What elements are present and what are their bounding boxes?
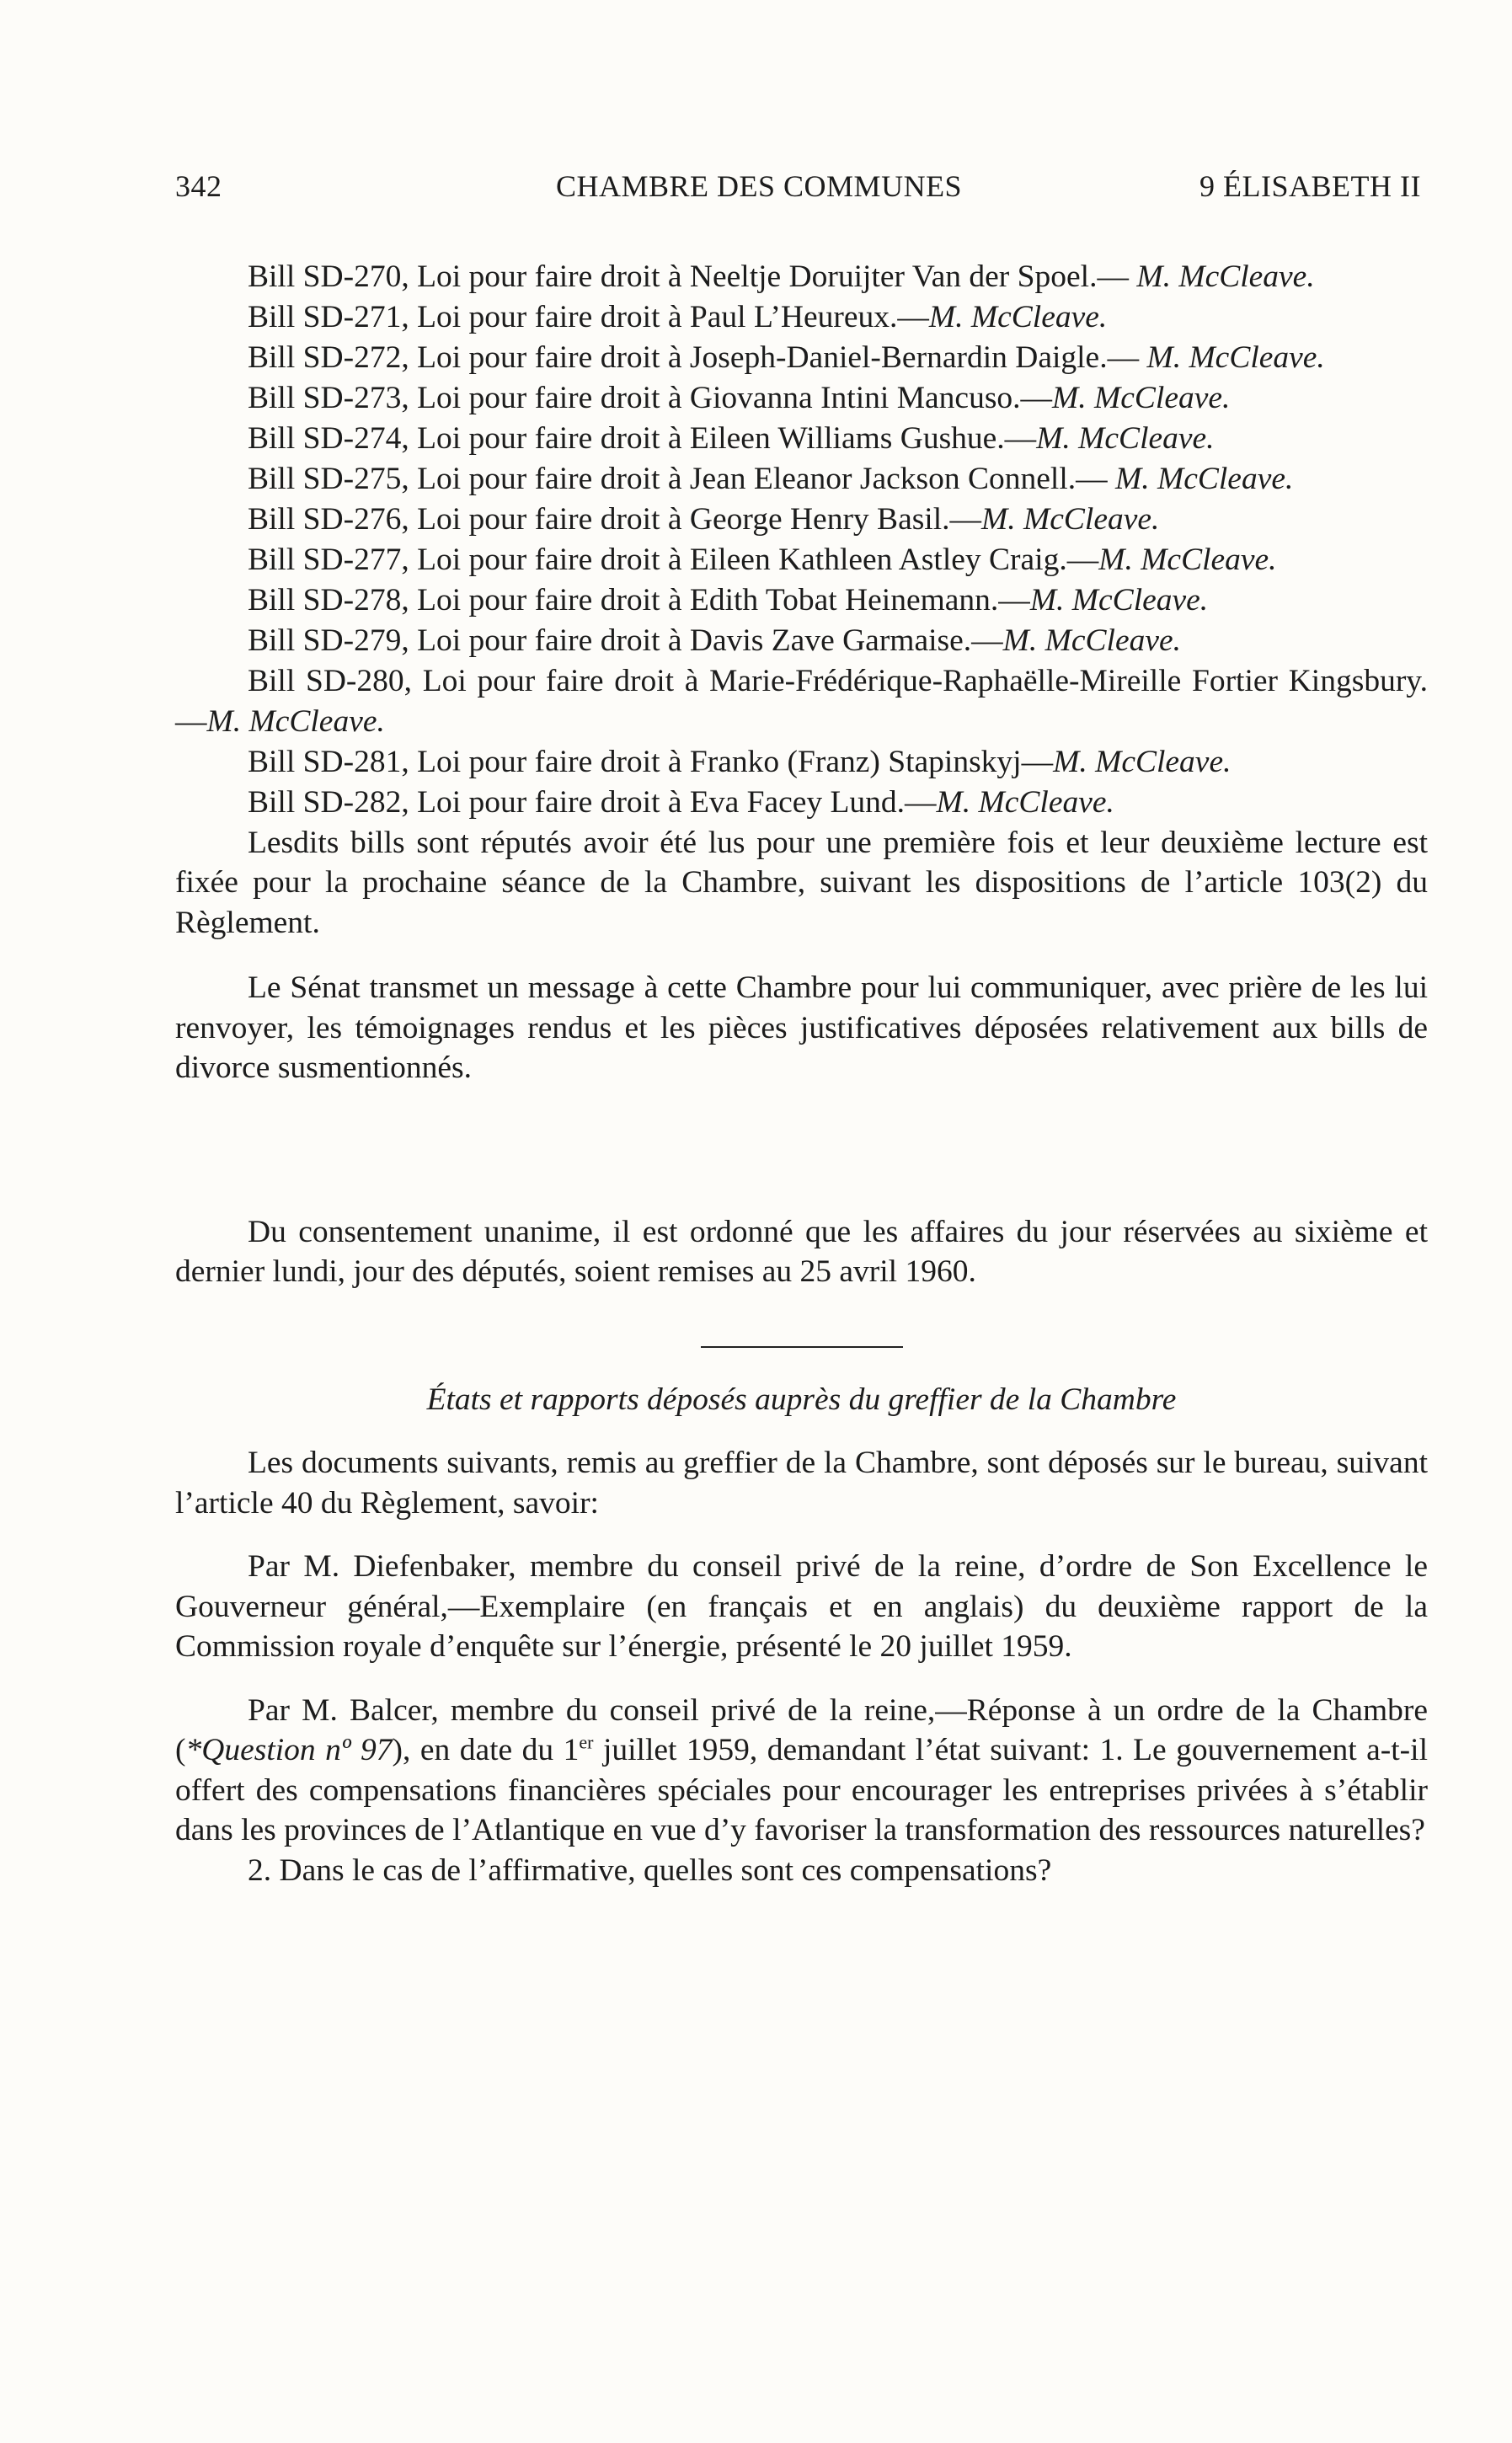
page-number: 342	[175, 169, 222, 203]
unanimous-consent-paragraph: Du consentement unanime, il est ordonné que les affaires du jour réservées au sixième et dernier lundi, jour des députés, soient remises au 25 avril 1960.	[175, 1214, 1428, 1289]
bill-entry: Bill SD-282, Loi pour faire droit à Eva Facey Lund.—M. McCleave.	[248, 784, 1114, 820]
first-reading-paragraph: Lesdits bills sont réputés avoir été lus pour une première fois et leur deuxième lecture est fixée pour la prochaine séance de la Chambre, suivant les dispositions de l’article 103(2) du Règlement.	[175, 825, 1428, 940]
bill-entry: Bill SD-280, Loi pour faire droit à Marie-Frédérique-Raphaëlle-Mireille Fortier Kingsbury.—M. McCleave.	[175, 664, 1428, 739]
page-body	[175, 257, 1428, 1890]
bill-entry: Bill SD-275, Loi pour faire droit à Jean Eleanor Jackson Connell.— M. McCleave.	[248, 462, 1294, 496]
balcer-paragraph: Par M. Balcer, membre du conseil privé de la reine,—Réponse à un ordre de la Chambre (*Question nº 97), en date du 1er juillet 1959, demandant l’état suivant: 1. Le gouvernement a-t-il offert des compensations financières spéciales pour encourager les entreprises privées à s’établir dans les provinces de l’Atlantique en vue d’y favoriser la transformation des ressources naturelles?	[175, 1692, 1428, 1847]
bill-entry: Bill SD-274, Loi pour faire droit à Eileen Williams Gushue.—M. McCleave.	[248, 421, 1215, 456]
regnal-year: 9 ÉLISABETH II	[1199, 169, 1421, 203]
bill-entry: Bill SD-271, Loi pour faire droit à Paul L’Heureux.—M. McCleave.	[248, 300, 1108, 334]
section-heading: États et rapports déposés auprès du greffier de la Chambre	[426, 1382, 1177, 1417]
bill-list	[175, 257, 1428, 822]
diefenbaker-paragraph: Par M. Diefenbaker, membre du conseil privé de la reine, d’ordre de Son Excellence le Gouverneur général,—Exemplaire (en français et en anglais) du deuxième rapport de la Commission royale d’enquête sur l’énergie, présenté le 20 juillet 1959.	[175, 1549, 1428, 1664]
senate-message-paragraph: Le Sénat transmet un message à cette Chambre pour lui communiquer, avec prière de les lui renvoyer, les témoignages rendus et les pièces justificatives déposées relativement aux bills de divorce susmentionnés.	[175, 970, 1428, 1085]
bill-entry: Bill SD-281, Loi pour faire droit à Franko (Franz) Stapinskyj—M. McCleave.	[248, 744, 1232, 779]
bill-entry: Bill SD-273, Loi pour faire droit à Giovanna Intini Mancuso.—M. McCleave.	[248, 381, 1231, 415]
bill-entry: Bill SD-272, Loi pour faire droit à Joseph-Daniel-Bernardin Daigle.— M. McCleave.	[248, 340, 1325, 375]
running-title: CHAMBRE DES COMMUNES	[556, 169, 963, 203]
bill-entry: Bill SD-278, Loi pour faire droit à Edith Tobat Heinemann.—M. McCleave.	[248, 583, 1209, 617]
bill-entry: Bill SD-279, Loi pour faire droit à Davis Zave Garmaise.—M. McCleave.	[248, 623, 1182, 658]
question-reference: *Question nº 97	[185, 1733, 393, 1767]
section-divider	[701, 1346, 903, 1348]
bill-entry: Bill SD-276, Loi pour faire droit à George Henry Basil.—M. McCleave.	[248, 502, 1160, 537]
documents-intro-paragraph: Les documents suivants, remis au greffier de la Chambre, sont déposés sur le bureau, suivant l’article 40 du Règlement, savoir:	[175, 1446, 1428, 1521]
bill-entry: Bill SD-270, Loi pour faire droit à Neeltje Doruijter Van der Spoel.— M. McCleave.	[248, 259, 1315, 294]
question-2-paragraph: 2. Dans le cas de l’affirmative, quelles sont ces compensations?	[248, 1852, 1052, 1888]
bill-entry: Bill SD-277, Loi pour faire droit à Eileen Kathleen Astley Craig.—M. McCleave.	[248, 543, 1277, 577]
